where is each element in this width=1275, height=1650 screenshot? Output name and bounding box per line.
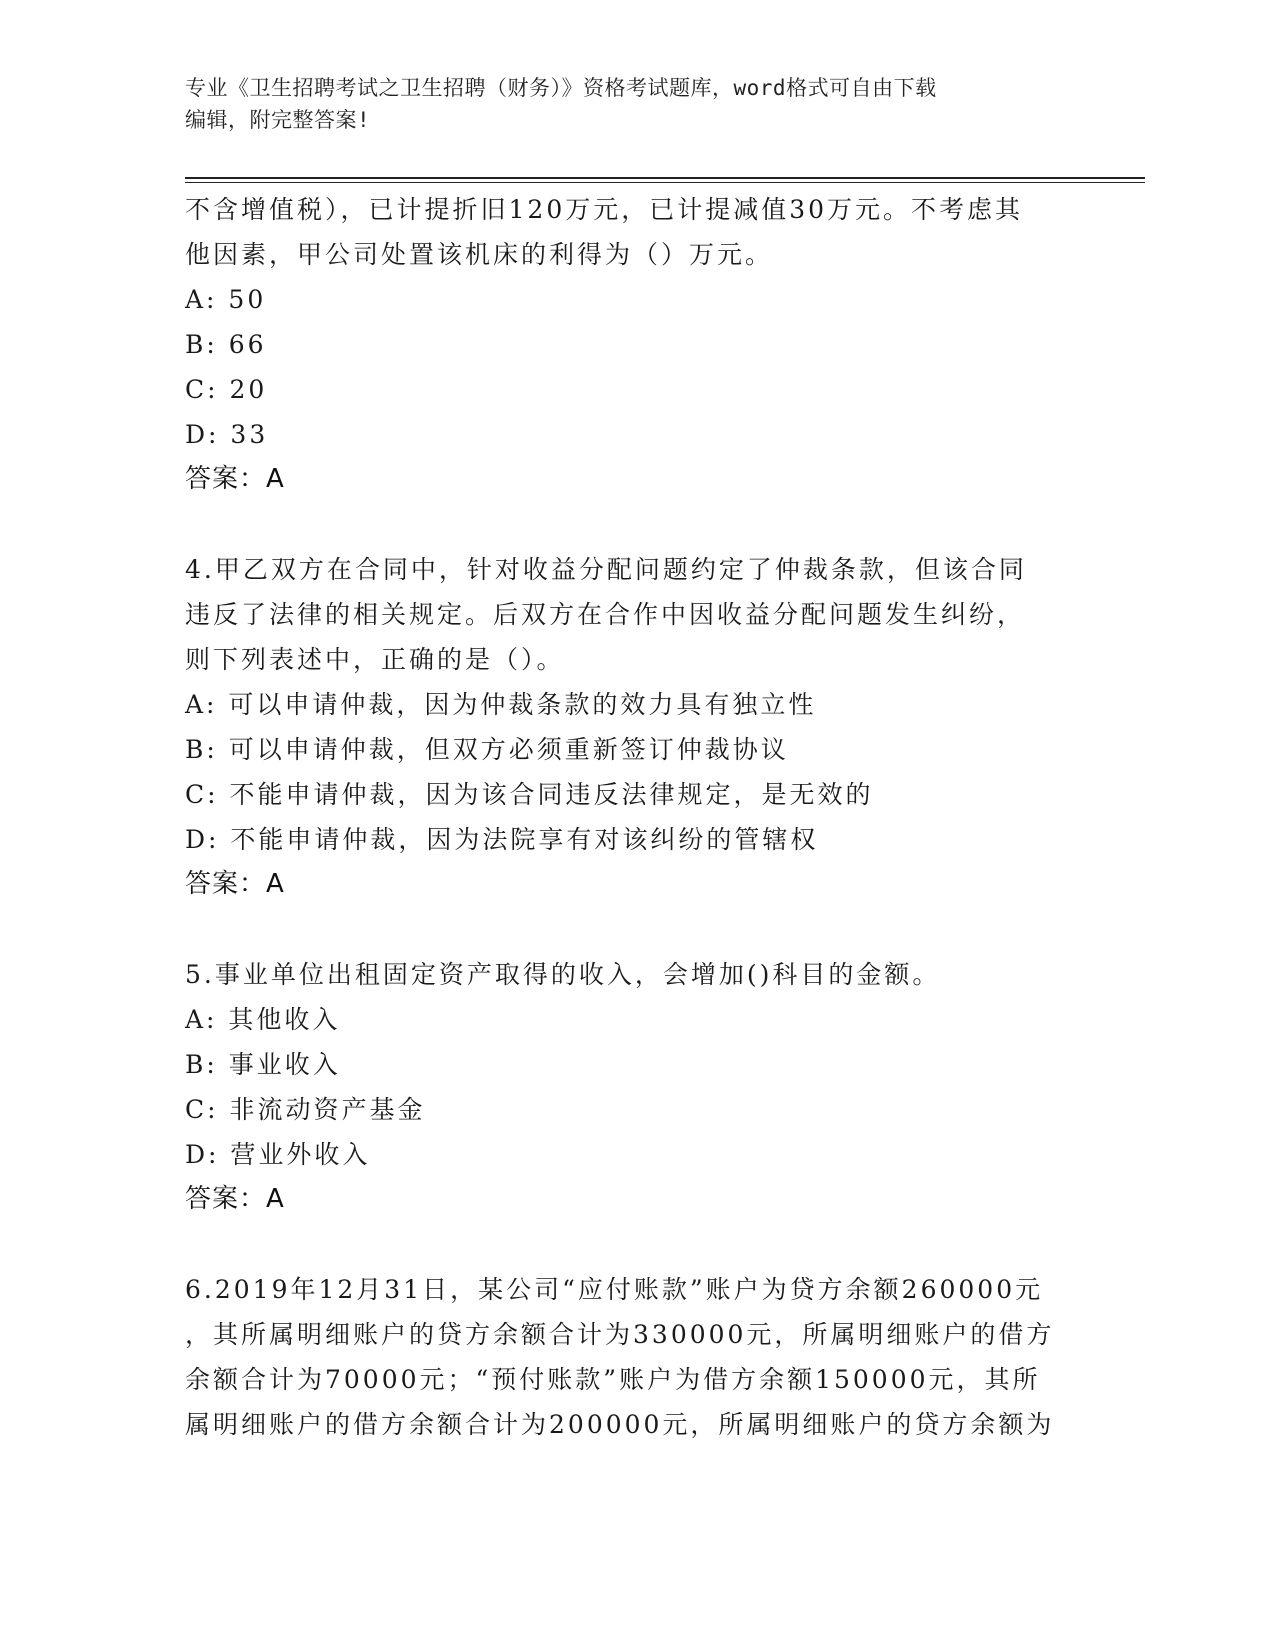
question-stem-line: 则下列表述中，正确的是（）。	[185, 645, 565, 674]
option-a: A: 可以申请仲裁，因为仲裁条款的效力具有独立性	[185, 690, 817, 719]
option-c: C: 不能申请仲裁，因为该合同违反法律规定，是无效的	[185, 780, 874, 809]
question-stem-line: 4.甲乙双方在合同中，针对收益分配问题约定了仲裁条款，但该合同	[185, 555, 1027, 584]
header-divider-thin	[185, 182, 1145, 183]
answer-line: 答案：A	[185, 1184, 285, 1214]
option-a: A: 其他收入	[185, 1005, 341, 1034]
question-stem-line: 属明细账户的借方余额合计为200000元，所属明细账户的贷方余额为	[185, 1410, 1055, 1439]
question-3	[185, 187, 1085, 502]
option-d: D: 不能申请仲裁，因为法院享有对该纠纷的管辖权	[185, 825, 819, 854]
question-5	[185, 952, 1085, 1222]
question-stem-line: 6.2019年12月31日，某公司“应付账款”账户为贷方余额260000元	[185, 1275, 1044, 1304]
option-c: C: 20	[185, 375, 268, 404]
question-stem-line: 不含增值税），已计提折旧120万元，已计提减值30万元。不考虑其	[185, 195, 1024, 224]
option-d: D: 33	[185, 420, 269, 449]
question-4	[185, 547, 1085, 907]
question-stem-line: 违反了法律的相关规定。后双方在合作中因收益分配问题发生纠纷，	[185, 600, 1026, 629]
option-d: D: 营业外收入	[185, 1140, 371, 1169]
spacer	[185, 502, 1085, 547]
header-line-1: 专业《卫生招聘考试之卫生招聘（财务）》资格考试题库，word格式可自由下载	[185, 76, 937, 100]
option-b: B: 66	[185, 330, 267, 359]
option-b: B: 事业收入	[185, 1050, 341, 1079]
page-header	[185, 72, 1085, 136]
header-line-2: 编辑，附完整答案!	[185, 108, 371, 132]
header-divider-thick	[185, 177, 1145, 179]
spacer	[185, 907, 1085, 952]
option-c: C: 非流动资产基金	[185, 1095, 426, 1124]
answer-line: 答案：A	[185, 869, 285, 899]
question-stem-line: ，其所属明细账户的贷方余额合计为330000元，所属明细账户的借方	[185, 1320, 1055, 1349]
answer-line: 答案：A	[185, 464, 285, 494]
question-list	[185, 187, 1085, 1447]
option-b: B: 可以申请仲裁，但双方必须重新签订仲裁协议	[185, 735, 789, 764]
question-6	[185, 1267, 1085, 1447]
question-stem-line: 他因素，甲公司处置该机床的利得为（）万元。	[185, 240, 774, 269]
question-stem-line: 余额合计为70000元；“预付账款”账户为借方余额150000元，其所	[185, 1365, 1041, 1394]
spacer	[185, 1222, 1085, 1267]
question-stem-line: 5.事业单位出租固定资产取得的收入，会增加()科目的金额。	[185, 960, 941, 989]
option-a: A: 50	[185, 285, 267, 314]
